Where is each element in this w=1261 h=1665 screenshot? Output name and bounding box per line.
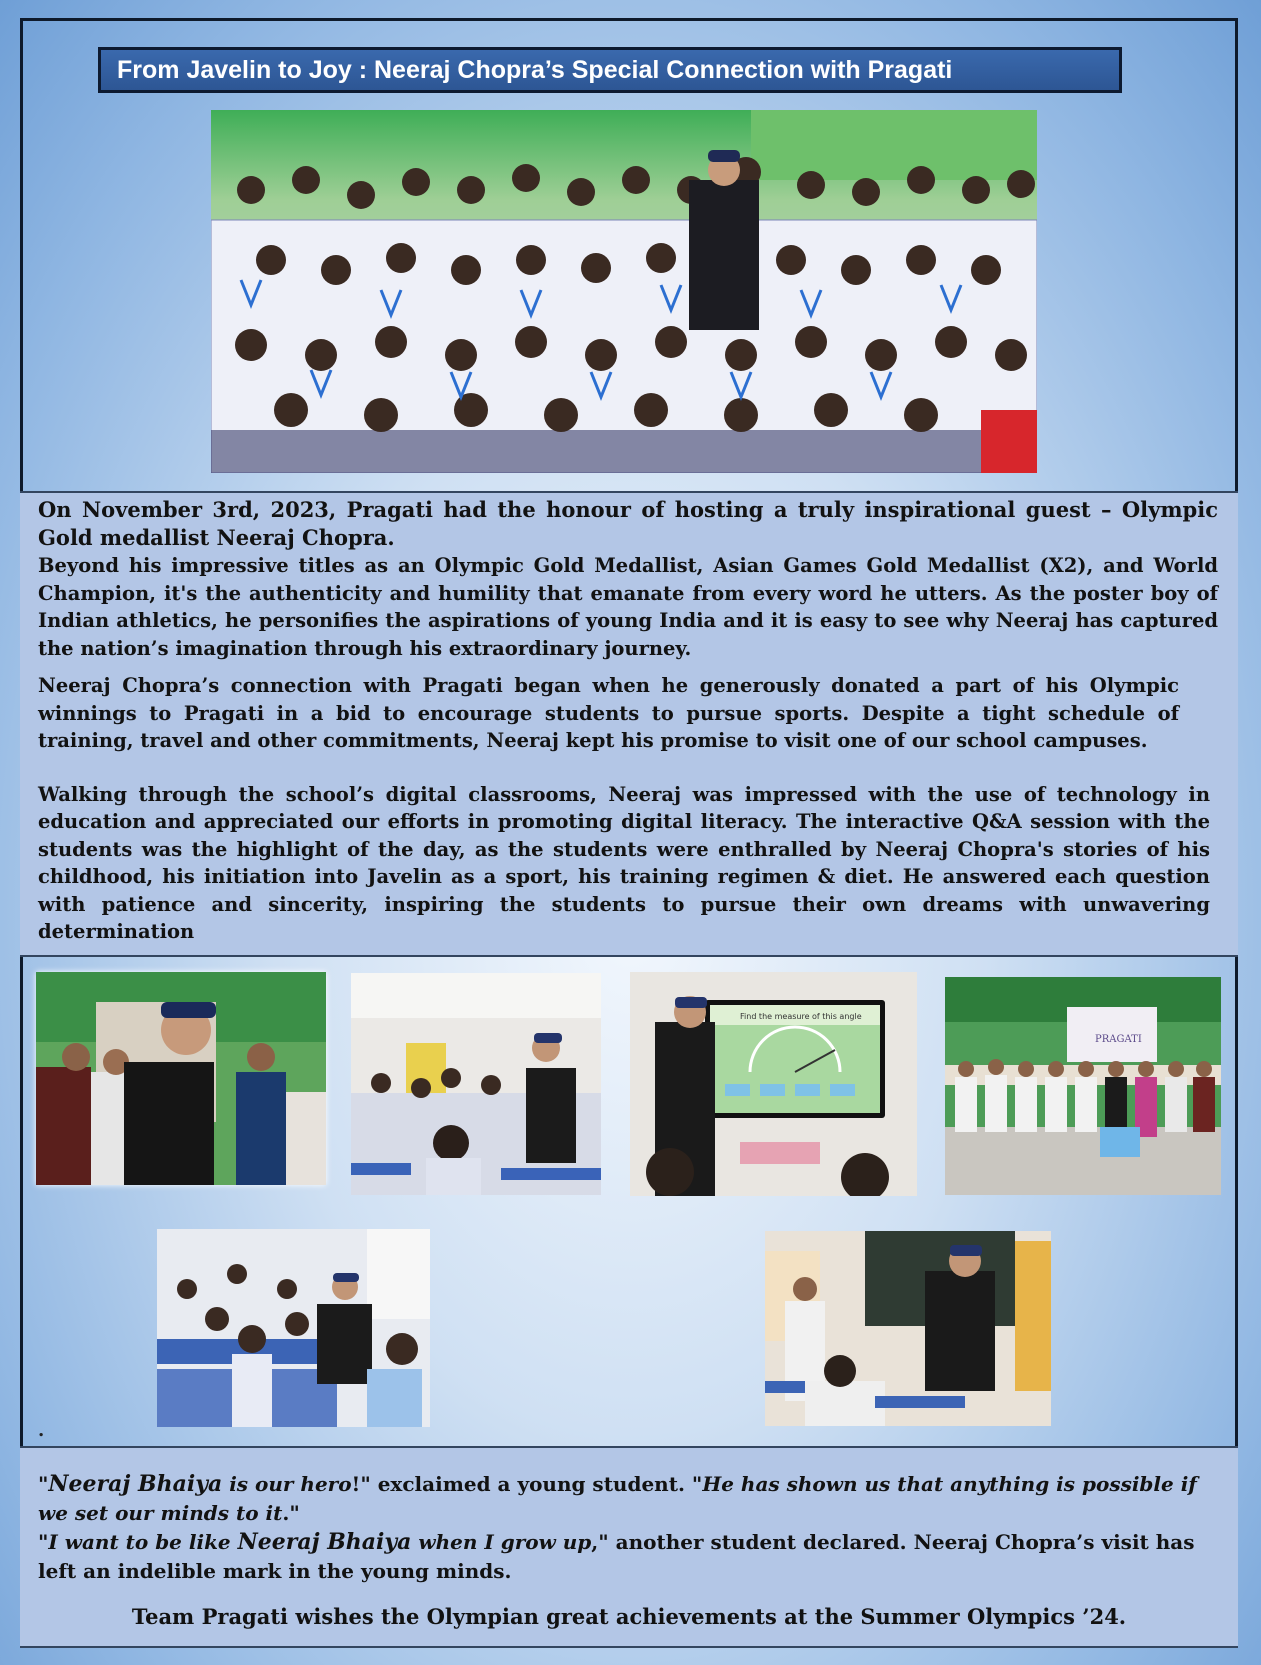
article-titles: Beyond his impressive titles as an Olympic Gold Medallist, Asian Games Gold Medallist (X2), and World Champion, it's the authenticity and humility that emanate from every word he utters. As the poster boy of Indian athletics, he personifies the aspirations of young India and it is easy to see why Neeraj has captured the nation’s imagination through his extraordinary journey.: [38, 554, 1218, 660]
gallery-photo-classroom-2: [157, 1229, 430, 1427]
screen-caption: Find the measure of this angle: [740, 1012, 862, 1021]
hero-group-photo: [211, 110, 1037, 473]
article-connection: Neeraj Chopra’s connection with Pragati began when he generously donated a part of his Olympic winnings to Pragati in a bid to encourage students to pursue sports. Despite a tight schedule of training, travel and other commitments, Neeraj kept his promise to visit one of our school campuses.: [38, 674, 1179, 752]
page-title: From Javelin to Joy : Neeraj Chopra’s Special Connection with Pragati: [98, 47, 1122, 93]
banner-text: PRAGATI: [1095, 1034, 1142, 1045]
article-text: [38, 496, 1218, 946]
gallery-photo-handshake: [765, 1231, 1051, 1426]
quote-2: "I want to be like Neeraj Bhaiya when I grow up," another student declared. Neeraj Chopra’s visit has left an indelible mark in the young minds.: [38, 1529, 1195, 1583]
gallery-photo-classroom-1: [351, 973, 601, 1195]
closing-line: Team Pragati wishes the Olympian great achievements at the Summer Olympics ’24.: [131, 1604, 1127, 1629]
article-intro: On November 3rd, 2023, Pragati had the honour of hosting a truly inspirational guest – Olympic Gold medallist Neeraj Chopra.: [38, 497, 1218, 550]
quote-1: "Neeraj Bhaiya is our hero!" exclaimed a young student. "He has shown us that anything is possible if we set our minds to it.": [38, 1471, 1197, 1525]
stray-dot: .: [38, 1420, 45, 1441]
quotes-text: [38, 1470, 1218, 1586]
gallery-photo-guests-seated: [945, 977, 1221, 1195]
gallery-photo-talk: [36, 972, 326, 1185]
article-visit: Walking through the school’s digital classrooms, Neeraj was impressed with the use of technology in education and appreciated our efforts in promoting digital literacy. The interactive Q&A session with the students was the highlight of the day, as the students were enthralled by Neeraj Chopra's stories of his childhood, his initiation into Javelin as a sport, his training regimen & diet. He answered each question with patience and sincerity, inspiring the students to pursue their own dreams with unwavering determination: [38, 782, 1210, 943]
gallery-photo-smartboard: [630, 972, 917, 1196]
